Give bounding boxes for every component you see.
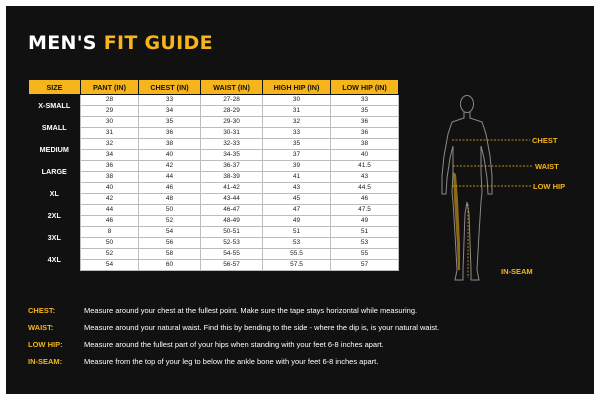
table-cell: 54 [139,227,201,238]
table-row [29,106,399,117]
table-cell: 58 [139,249,201,260]
table-cell: 32 [263,117,331,128]
definition-waist [28,323,588,333]
table-cell: 31 [263,106,331,117]
table-cell: 38 [81,172,139,183]
table-row [29,128,399,139]
table-cell: 8 [81,227,139,238]
size-cell: LARGE [29,161,81,183]
table-cell: 51 [331,227,399,238]
definition-term: IN-SEAM: [28,357,63,366]
body-measurement-figure [422,94,572,290]
title-part-fit-guide: FIT GUIDE [103,32,213,54]
table-cell: 41.5 [331,161,399,172]
table-cell: 47.5 [331,205,399,216]
label-in-seam: IN-SEAM [501,267,533,276]
table-cell: 38 [331,139,399,150]
table-cell: 42 [81,194,139,205]
table-cell: 48-49 [201,216,263,227]
table-cell: 33 [331,95,399,106]
table-cell: 52 [81,249,139,260]
table-row [29,172,399,183]
table-cell: 50 [139,205,201,216]
table-cell: 43 [331,172,399,183]
definition-in-seam [28,357,588,367]
table-cell: 49 [331,216,399,227]
table-cell: 41-42 [201,183,263,194]
table-body [29,95,399,271]
table-cell: 34 [139,106,201,117]
table-row [29,205,399,216]
table-cell: 46 [331,194,399,205]
table-row [29,161,399,172]
table-row [29,183,399,194]
header-size: SIZE [29,80,81,95]
fit-guide-panel [6,6,594,394]
table-cell: 31 [81,128,139,139]
table-cell: 33 [263,128,331,139]
table-cell: 30 [81,117,139,128]
table-cell: 46 [139,183,201,194]
table-cell: 35 [263,139,331,150]
table-row [29,260,399,271]
table-cell: 50 [81,238,139,249]
table-cell: 57.5 [263,260,331,271]
table-cell: 36 [331,128,399,139]
table-row [29,150,399,161]
table-cell: 32-33 [201,139,263,150]
table-cell: 45 [263,194,331,205]
table-row [29,238,399,249]
size-chart-table [28,79,399,271]
label-waist: WAIST [535,162,559,171]
table-cell: 36 [81,161,139,172]
header-pant: PANT (IN) [81,80,139,95]
size-cell: 3XL [29,227,81,249]
table-row [29,117,399,128]
definition-text: Measure around your chest at the fullest point. Make sure the tape stays horizontal while measuring. [84,306,418,315]
table-cell: 46-47 [201,205,263,216]
table-cell: 35 [331,106,399,117]
label-chest: CHEST [532,136,558,145]
table-row [29,249,399,260]
table-cell: 30-31 [201,128,263,139]
table-cell: 55.5 [263,249,331,260]
label-low-hip: LOW HIP [533,182,566,191]
header-chest: CHEST (IN) [139,80,201,95]
table-cell: 33 [139,95,201,106]
table-cell: 55 [331,249,399,260]
page-title [28,32,213,54]
table-cell: 54 [81,260,139,271]
table-cell: 38-39 [201,172,263,183]
definition-text: Measure from the top of your leg to below the ankle bone with your feet 6-8 inches apart. [84,357,379,366]
table-header-row [29,80,399,95]
table-cell: 54-55 [201,249,263,260]
table-cell: 50-51 [201,227,263,238]
table-cell: 36 [139,128,201,139]
definition-term: LOW HIP: [28,340,63,349]
measurement-lines [452,140,532,278]
table-row [29,139,399,150]
table-cell: 60 [139,260,201,271]
header-high-hip: HIGH HIP (IN) [263,80,331,95]
title-part-mens: MEN'S [28,32,97,54]
table-cell: 40 [139,150,201,161]
size-cell: X-SMALL [29,95,81,117]
table-row [29,216,399,227]
table-cell: 56 [139,238,201,249]
table-cell: 41 [263,172,331,183]
table-cell: 47 [263,205,331,216]
table-cell: 53 [263,238,331,249]
measurement-definitions [28,306,588,374]
table-cell: 29 [81,106,139,117]
table-cell: 30 [263,95,331,106]
table-cell: 53 [331,238,399,249]
table-cell: 49 [263,216,331,227]
table-cell: 28 [81,95,139,106]
definition-term: WAIST: [28,323,54,332]
table-row [29,194,399,205]
definition-chest [28,306,588,316]
table-cell: 36-37 [201,161,263,172]
size-cell: 2XL [29,205,81,227]
table-cell: 27-28 [201,95,263,106]
table-cell: 29-30 [201,117,263,128]
header-low-hip: LOW HIP (IN) [331,80,399,95]
table-row [29,95,399,106]
table-cell: 44 [81,205,139,216]
table-cell: 38 [139,139,201,150]
size-cell: MEDIUM [29,139,81,161]
table-cell: 39 [263,161,331,172]
table-cell: 44.5 [331,183,399,194]
definition-text: Measure around the fullest part of your hips when standing with your feet 6-8 inches apart. [84,340,384,349]
table-cell: 40 [331,150,399,161]
definition-low-hip [28,340,588,350]
table-cell: 57 [331,260,399,271]
table-cell: 36 [331,117,399,128]
table-cell: 43-44 [201,194,263,205]
table-cell: 51 [263,227,331,238]
size-cell: SMALL [29,117,81,139]
header-waist: WAIST (IN) [201,80,263,95]
table-cell: 34-35 [201,150,263,161]
table-cell: 43 [263,183,331,194]
table-cell: 32 [81,139,139,150]
table-cell: 46 [81,216,139,227]
table-cell: 35 [139,117,201,128]
table-cell: 56-57 [201,260,263,271]
size-cell: XL [29,183,81,205]
definition-text: Measure around your natural waist. Find this by bending to the side - where the dip is, is your natural waist. [84,323,440,332]
table-cell: 37 [263,150,331,161]
table-cell: 48 [139,194,201,205]
table-cell: 28-29 [201,106,263,117]
size-cell: 4XL [29,249,81,271]
definition-term: CHEST: [28,306,56,315]
table-cell: 34 [81,150,139,161]
table-cell: 40 [81,183,139,194]
body-silhouette [442,96,492,281]
table-cell: 52 [139,216,201,227]
table-cell: 42 [139,161,201,172]
table-cell: 52-53 [201,238,263,249]
table-row [29,227,399,238]
table-cell: 44 [139,172,201,183]
